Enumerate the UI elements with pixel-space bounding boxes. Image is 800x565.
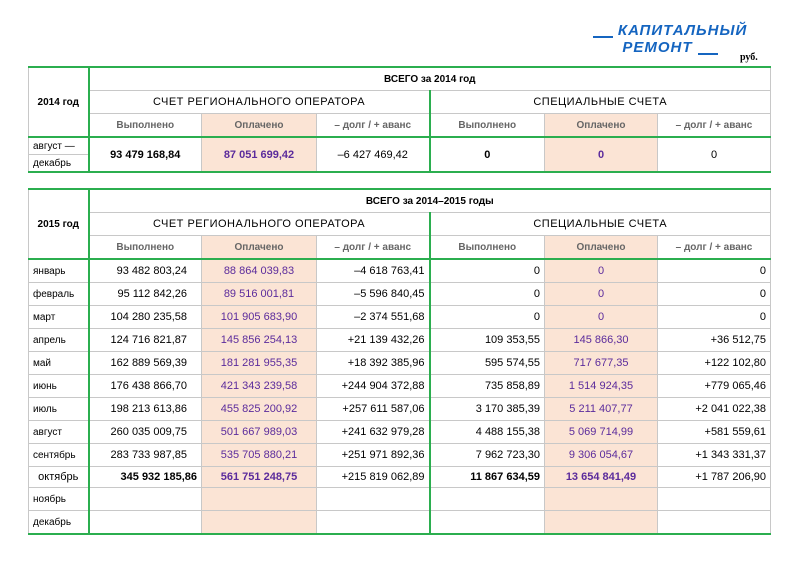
- spec-diff-cell: +1 343 331,37: [658, 444, 771, 467]
- spec-done-cell: 595 574,55: [430, 352, 545, 375]
- group-special-2014: СПЕЦИАЛЬНЫЕ СЧЕТА: [430, 91, 771, 114]
- spec-paid-cell: 0: [545, 306, 658, 329]
- col-done-spec-2015: Выполнено: [430, 236, 545, 260]
- reg-done-cell: 104 280 235,58: [89, 306, 202, 329]
- spec-paid-cell: [545, 511, 658, 535]
- group-special-2015: СПЕЦИАЛЬНЫЕ СЧЕТА: [430, 213, 771, 236]
- spec-diff-cell: 0: [658, 283, 771, 306]
- reg-done-cell: 345 932 185,86: [89, 467, 202, 488]
- col-diff-2014: – долг / + аванс: [317, 114, 430, 138]
- spec-diff-cell: 0: [658, 306, 771, 329]
- spec-diff-cell: +581 559,61: [658, 421, 771, 444]
- currency-label: руб.: [740, 52, 758, 63]
- reg-paid-cell: 181 281 955,35: [202, 352, 317, 375]
- group-regional-2014: СЧЕТ РЕГИОНАЛЬНОГО ОПЕРАТОРА: [89, 91, 430, 114]
- spec-done-cell: 0: [430, 306, 545, 329]
- reg-diff-cell: [317, 511, 430, 535]
- spec-diff-cell: +2 041 022,38: [658, 398, 771, 421]
- spec-diff-cell: 0: [658, 259, 771, 283]
- brand-line-right: [698, 53, 718, 55]
- reg-diff-2014: –6 427 469,42: [317, 137, 430, 172]
- table-2014: [28, 66, 771, 173]
- table-row: [29, 329, 771, 352]
- col-paid-2015: Оплачено: [202, 236, 317, 260]
- reg-paid-2014: 87 051 699,42: [202, 137, 317, 172]
- brand-line-left: [593, 36, 613, 38]
- spec-diff-cell: [658, 511, 771, 535]
- reg-done-cell: [89, 488, 202, 511]
- reg-done-cell: 260 035 009,75: [89, 421, 202, 444]
- spec-diff-cell: +779 065,46: [658, 375, 771, 398]
- reg-diff-cell: –4 618 763,41: [317, 259, 430, 283]
- reg-paid-cell: 561 751 248,75: [202, 467, 317, 488]
- spec-diff-cell: +1 787 206,90: [658, 467, 771, 488]
- period-start-2014: август —: [29, 137, 89, 155]
- spec-done-cell: 11 867 634,59: [430, 467, 545, 488]
- spec-done-cell: 4 488 155,38: [430, 421, 545, 444]
- col-diff-spec-2014: – долг / + аванс: [658, 114, 771, 138]
- month-cell: октябрь: [29, 467, 89, 488]
- spec-diff-2014: 0: [658, 137, 771, 172]
- reg-diff-cell: [317, 488, 430, 511]
- brand-text: КАПИТАЛЬНЫЙ РЕМОНТ: [617, 22, 748, 56]
- reg-diff-cell: +251 971 892,36: [317, 444, 430, 467]
- table-row: [29, 398, 771, 421]
- month-cell: февраль: [29, 283, 89, 306]
- year-label-2015: 2015 год: [29, 189, 89, 259]
- spec-done-2014: 0: [430, 137, 545, 172]
- spec-paid-cell: [545, 488, 658, 511]
- reg-done-cell: 162 889 569,39: [89, 352, 202, 375]
- col-done-2015: Выполнено: [89, 236, 202, 260]
- brand-title: [565, 22, 775, 56]
- month-cell: ноябрь: [29, 488, 89, 511]
- month-cell: июль: [29, 398, 89, 421]
- spec-diff-cell: [658, 488, 771, 511]
- col-paid-2014: Оплачено: [202, 114, 317, 138]
- reg-paid-cell: 89 516 001,81: [202, 283, 317, 306]
- reg-diff-cell: +241 632 979,28: [317, 421, 430, 444]
- spec-diff-cell: +36 512,75: [658, 329, 771, 352]
- col-paid-spec-2015: Оплачено: [545, 236, 658, 260]
- reg-paid-cell: 145 856 254,13: [202, 329, 317, 352]
- spec-paid-cell: 1 514 924,35: [545, 375, 658, 398]
- reg-diff-cell: +257 611 587,06: [317, 398, 430, 421]
- spec-diff-cell: +122 102,80: [658, 352, 771, 375]
- reg-diff-cell: –5 596 840,45: [317, 283, 430, 306]
- spec-paid-cell: 13 654 841,49: [545, 467, 658, 488]
- reg-done-cell: 93 482 803,24: [89, 259, 202, 283]
- col-diff-2015: – долг / + аванс: [317, 236, 430, 260]
- reg-diff-cell: –2 374 551,68: [317, 306, 430, 329]
- reg-done-cell: 124 716 821,87: [89, 329, 202, 352]
- table-row: [29, 421, 771, 444]
- spec-done-cell: 7 962 723,30: [430, 444, 545, 467]
- total-title-2014: ВСЕГО за 2014 год: [89, 67, 771, 91]
- month-cell: август: [29, 421, 89, 444]
- reg-paid-cell: [202, 488, 317, 511]
- table-row: [29, 283, 771, 306]
- spec-done-cell: 735 858,89: [430, 375, 545, 398]
- month-cell: июнь: [29, 375, 89, 398]
- reg-done-cell: 95 112 842,26: [89, 283, 202, 306]
- reg-diff-cell: +215 819 062,89: [317, 467, 430, 488]
- reg-done-cell: [89, 511, 202, 535]
- table-row: [29, 352, 771, 375]
- spec-done-cell: 109 353,55: [430, 329, 545, 352]
- month-cell: апрель: [29, 329, 89, 352]
- table-row: [29, 467, 771, 488]
- year-label-2014: 2014 год: [29, 67, 89, 137]
- spec-done-cell: [430, 511, 545, 535]
- table-row: [29, 444, 771, 467]
- col-diff-spec-2015: – долг / + аванс: [658, 236, 771, 260]
- reg-paid-cell: [202, 511, 317, 535]
- reg-diff-cell: +21 139 432,26: [317, 329, 430, 352]
- month-cell: сентябрь: [29, 444, 89, 467]
- table-row: [29, 259, 771, 283]
- reg-paid-cell: 421 343 239,58: [202, 375, 317, 398]
- table-2015: [28, 188, 771, 535]
- total-title-2015: ВСЕГО за 2014–2015 годы: [89, 189, 771, 213]
- spec-done-cell: 3 170 385,39: [430, 398, 545, 421]
- spec-paid-cell: 0: [545, 259, 658, 283]
- reg-paid-cell: 88 864 039,83: [202, 259, 317, 283]
- reg-paid-cell: 501 667 989,03: [202, 421, 317, 444]
- reg-diff-cell: +244 904 372,88: [317, 375, 430, 398]
- spec-paid-cell: 5 069 714,99: [545, 421, 658, 444]
- reg-done-cell: 176 438 866,70: [89, 375, 202, 398]
- spec-done-cell: 0: [430, 259, 545, 283]
- reg-paid-cell: 455 825 200,92: [202, 398, 317, 421]
- reg-paid-cell: 535 705 880,21: [202, 444, 317, 467]
- spec-paid-cell: 9 306 054,67: [545, 444, 658, 467]
- reg-done-2014: 93 479 168,84: [89, 137, 202, 172]
- group-regional-2015: СЧЕТ РЕГИОНАЛЬНОГО ОПЕРАТОРА: [89, 213, 430, 236]
- spec-paid-2014: 0: [545, 137, 658, 172]
- table-2015-body: [29, 259, 771, 534]
- table-row: [29, 511, 771, 535]
- spec-paid-cell: 5 211 407,77: [545, 398, 658, 421]
- month-cell: май: [29, 352, 89, 375]
- month-cell: март: [29, 306, 89, 329]
- spec-paid-cell: 145 866,30: [545, 329, 658, 352]
- col-done-spec-2014: Выполнено: [430, 114, 545, 138]
- reg-diff-cell: +18 392 385,96: [317, 352, 430, 375]
- spec-done-cell: 0: [430, 283, 545, 306]
- spec-done-cell: [430, 488, 545, 511]
- table-row: [29, 488, 771, 511]
- reg-done-cell: 283 733 987,85: [89, 444, 202, 467]
- table-row: [29, 306, 771, 329]
- spec-paid-cell: 717 677,35: [545, 352, 658, 375]
- month-cell: январь: [29, 259, 89, 283]
- col-paid-spec-2014: Оплачено: [545, 114, 658, 138]
- col-done-2014: Выполнено: [89, 114, 202, 138]
- period-end-2014: декабрь: [29, 155, 89, 173]
- table-row: [29, 375, 771, 398]
- month-cell: декабрь: [29, 511, 89, 535]
- reg-paid-cell: 101 905 683,90: [202, 306, 317, 329]
- spec-paid-cell: 0: [545, 283, 658, 306]
- reg-done-cell: 198 213 613,86: [89, 398, 202, 421]
